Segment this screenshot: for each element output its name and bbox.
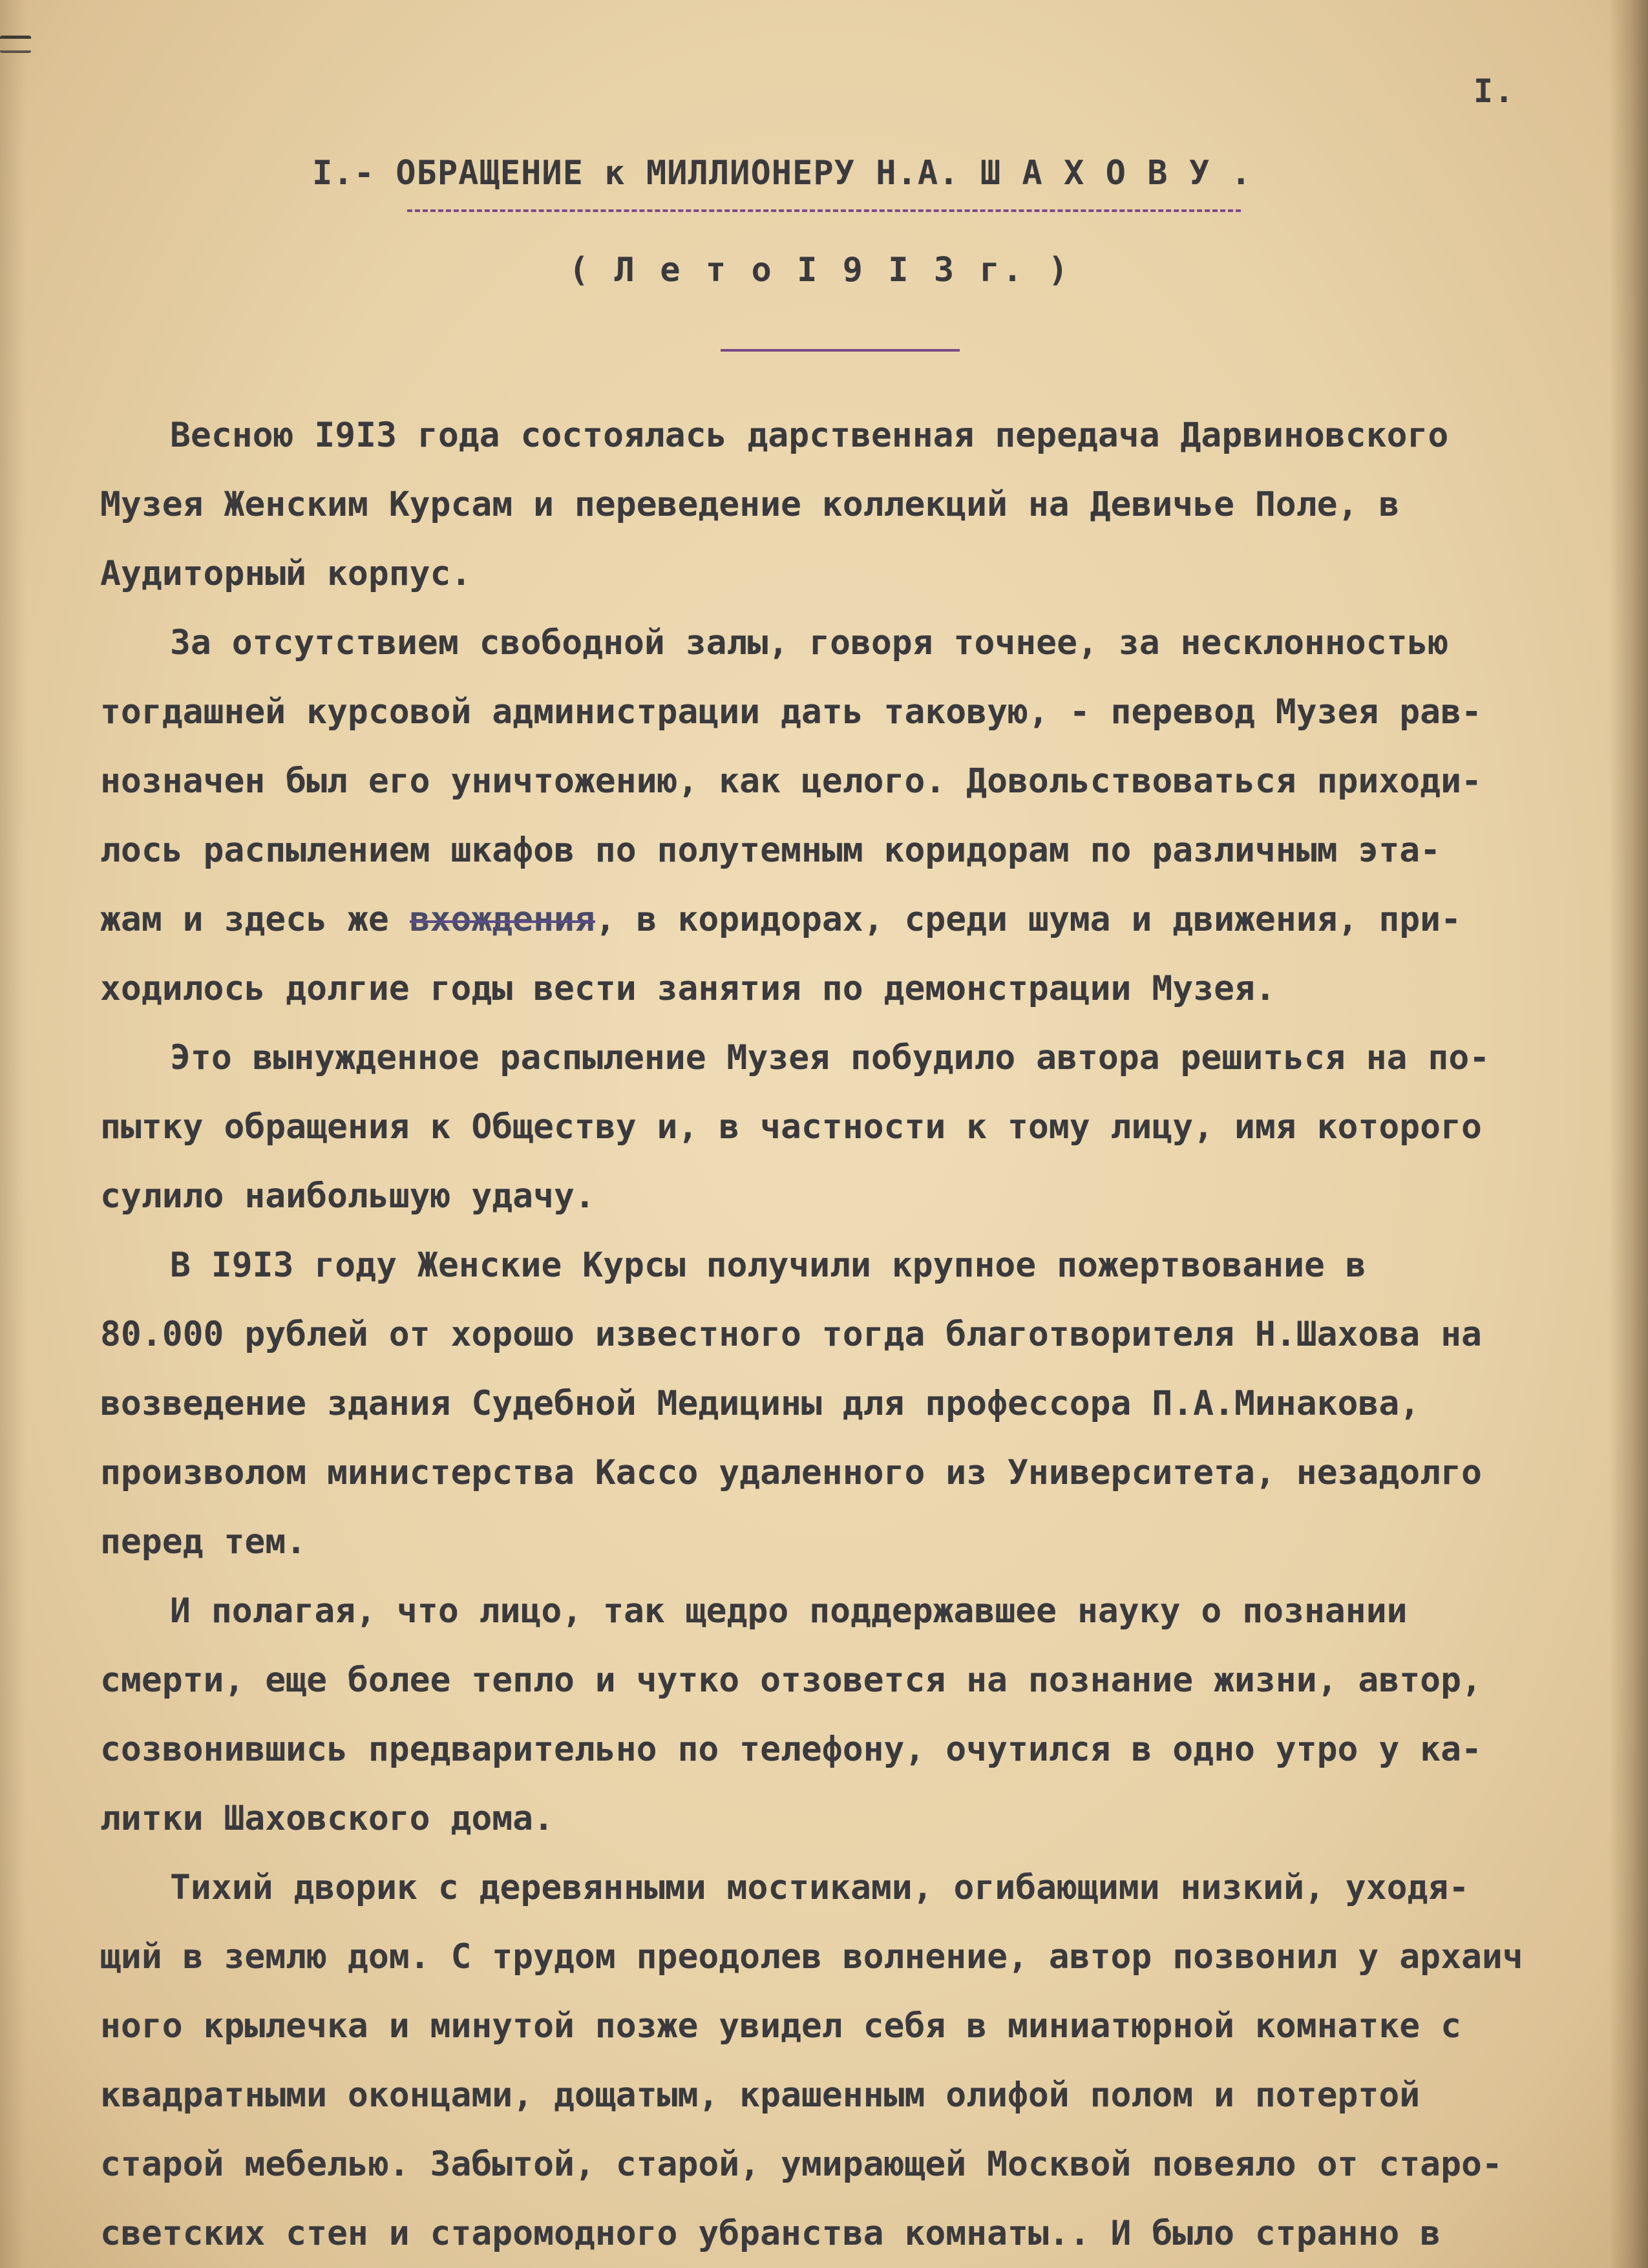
text-line: светских стен и старомодного убранства комнаты.. И было странно в [100,2214,1441,2253]
paragraph [100,1576,1554,1853]
staple-mark [0,36,31,53]
text-line: перед тем. [100,1522,307,1562]
text-line: лось распылением шкафов по полутемным коридорам по различным эта- [100,831,1441,870]
line-segment: , в коридорах, среди шума и движения, при- [595,900,1461,939]
paragraph [100,1023,1554,1231]
text-line: квадратными оконцами, дощатым, крашенным олифой полом и потертой [100,2075,1421,2115]
document-title: I.- ОБРАЩЕНИЕ к МИЛЛИОНЕРУ Н.А. Ш А Х О В У . [312,154,1252,193]
text-line: ного крылечка и минутой позже увидел себя в миниатюрной комнатке с [100,2006,1461,2046]
paragraph [100,1231,1554,1576]
text-line: Тихий дворик с деревянными мостиками, огибающими низкий, уходя- [170,1868,1470,1907]
page-number: I. [1474,72,1516,110]
text-line: созвонившись предварительно по телефону, очутился в одно утро у ка- [100,1730,1482,1769]
text-line: ходилось долгие годы вести занятия по демонстрации Музея. [100,969,1276,1008]
text-line: литки Шаховского дома. [100,1799,554,1838]
text-line: сулило наибольшую удачу. [100,1176,595,1216]
text-line: В I9I3 году Женские Курсы получили крупное пожертвование в [170,1245,1366,1285]
text-line: 80.000 рублей от хорошо известного тогда благотворителя Н.Шахова на [100,1315,1482,1354]
paragraph [100,401,1554,608]
struck-through-word: вхождения [409,900,595,939]
text-line: И полагая, что лицо, так щедро поддержавшее науку о познании [170,1591,1408,1631]
paragraph [100,1853,1554,2268]
text-line: пытку обращения к Обществу и, в частности к тому лицу, имя которого [100,1107,1482,1147]
line-segment: жам и здесь же [100,900,410,939]
document-subtitle: ( Л е т о I 9 I 3 г. ) [569,251,1071,290]
title-underline [407,209,1241,212]
text-line: нозначен был его уничтожению, как целого. Довольствоваться приходи- [100,761,1482,801]
text-line: произволом министерства Кассо удаленного из Университета, незадолго [100,1453,1482,1492]
page-right-shadow [1609,0,1648,2268]
body-text [100,401,1554,2268]
text-line: За отсутствием свободной залы, говоря точнее, за несклонностью [170,623,1449,662]
text-line: Весною I9I3 года состоялась дарственная передача Дарвиновского [170,416,1449,455]
subtitle-underline [721,349,960,352]
text-line: возведение здания Судебной Медицины для профессора П.А.Минакова, [100,1384,1421,1423]
paragraph [100,608,1554,1023]
text-line: щий в землю дом. С трудом преодолев волнение, автор позвонил у архаич [100,1937,1523,1977]
text-line: старой мебелью. Забытой, старой, умирающей Москвой повеяло от старо- [100,2145,1503,2184]
text-line [100,885,1554,954]
text-line: Это вынужденное распыление Музея побудило автора решиться на по- [170,1038,1490,1077]
text-line: тогдашней курсовой администрации дать таковую, - перевод Музея рав- [100,692,1482,732]
page-left-shadow [0,0,26,2268]
text-line: Музея Женским Курсам и переведение коллекций на Девичье Поле, в [100,485,1400,524]
text-line: смерти, еще более тепло и чутко отзовется на познание жизни, автор, [100,1660,1482,1700]
text-line: Аудиторный корпус. [100,554,472,593]
